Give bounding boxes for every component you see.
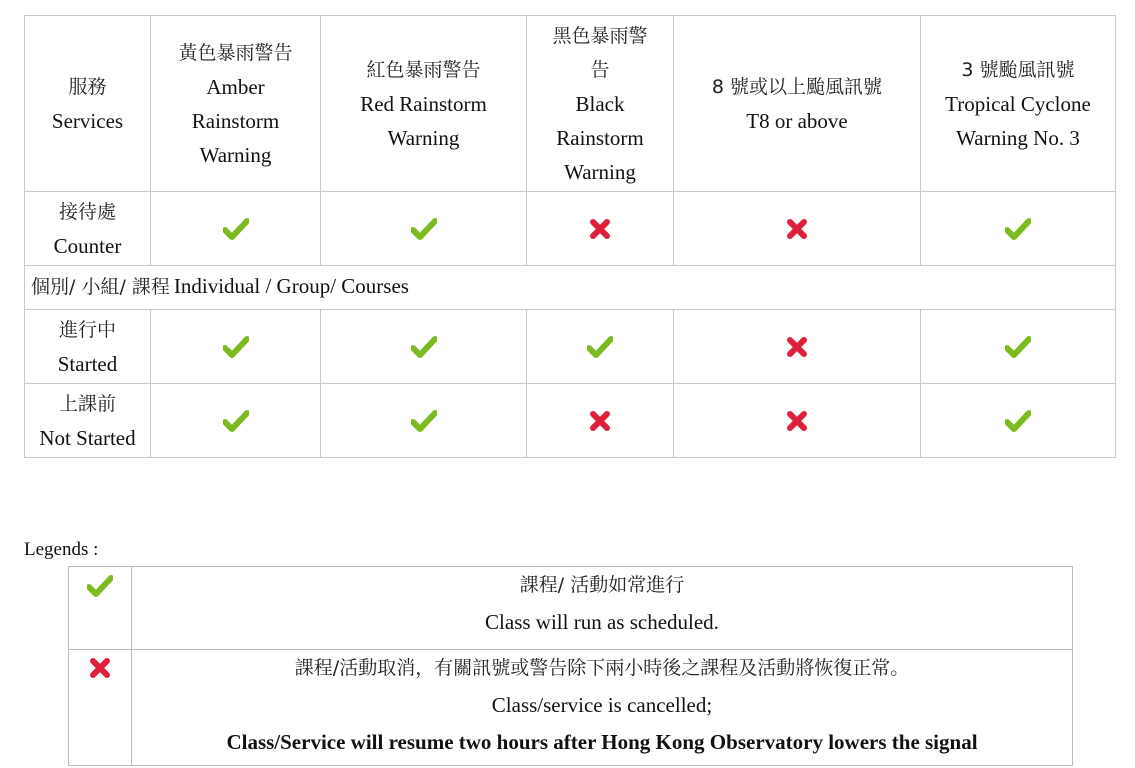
status-cell (921, 192, 1116, 266)
status-cell (527, 192, 674, 266)
section-label-zh: 個別/ 小組/ 課程 (31, 276, 170, 298)
check-icon (223, 218, 249, 240)
status-cell (321, 192, 527, 266)
check-icon (411, 218, 437, 240)
legend-description-check (132, 567, 1073, 650)
status-cell (321, 310, 527, 384)
status-cell (674, 384, 921, 458)
legend-cross-zh: 課程/活動取消，有關訊號或警告除下兩小時後之課程及活動將恢復正常。 (294, 657, 910, 679)
header-red-zh: 紅色暴雨警告 (366, 58, 481, 81)
cross-icon (590, 411, 610, 431)
legend-title: Legends : (24, 539, 99, 560)
row-label-en: Not Started (39, 425, 136, 450)
header-t3-zh: 3 號颱風訊號 (961, 58, 1075, 81)
table-row-started (25, 310, 1116, 384)
header-t8-zh: 8 號或以上颱風訊號 (711, 75, 883, 98)
status-cell (527, 310, 674, 384)
status-cell (674, 192, 921, 266)
row-label-en: Counter (53, 233, 122, 258)
header-t3-signal (921, 16, 1116, 192)
legend-check-zh: 課程/ 活動如常進行 (519, 574, 685, 596)
row-label-started (25, 310, 151, 384)
legend-check-en: Class will run as scheduled. (485, 610, 719, 634)
section-row-courses (25, 266, 1116, 310)
status-cell (151, 384, 321, 458)
header-red-en-1: Red Rainstorm (360, 91, 487, 116)
header-black-zh-1: 黑色暴雨警 (552, 24, 648, 47)
legend-table (68, 566, 1073, 766)
row-label-zh: 進行中 (58, 318, 116, 341)
header-red-en-2: Warning (387, 125, 460, 150)
legend-description-cross (132, 650, 1073, 766)
check-icon (587, 336, 613, 358)
header-amber-en-1: Amber (206, 74, 265, 99)
check-icon (223, 336, 249, 358)
header-t8-or-above (674, 16, 921, 192)
check-icon (223, 410, 249, 432)
header-amber-zh: 黃色暴雨警告 (178, 41, 293, 64)
header-black-en-3: Warning (564, 159, 636, 184)
header-red-rainstorm (321, 16, 527, 192)
status-cell (321, 384, 527, 458)
cross-icon (90, 658, 110, 678)
header-services-zh: 服務 (68, 75, 107, 98)
cross-icon (787, 337, 807, 357)
legend-symbol-cell (69, 567, 132, 650)
check-icon (1005, 336, 1031, 358)
check-icon (1005, 218, 1031, 240)
status-cell (151, 310, 321, 384)
check-icon (87, 575, 113, 597)
legend-cross-en: Class/service is cancelled; (491, 693, 713, 717)
header-t3-en-2: Warning No. 3 (956, 125, 1080, 150)
header-t3-en-1: Tropical Cyclone (945, 91, 1091, 116)
status-cell (674, 310, 921, 384)
row-label-zh: 接待處 (58, 200, 116, 223)
legend-row-cross (69, 650, 1073, 766)
service-status-table (24, 15, 1116, 458)
cross-icon (787, 411, 807, 431)
header-black-rainstorm (527, 16, 674, 192)
table-row-counter (25, 192, 1116, 266)
row-label-en: Started (57, 351, 118, 376)
header-black-en-2: Rainstorm (556, 125, 644, 150)
header-row (25, 16, 1116, 192)
row-label-zh: 上課前 (58, 392, 116, 415)
header-black-en-1: Black (575, 91, 625, 116)
header-amber-en-3: Warning (199, 142, 272, 167)
cross-icon (590, 219, 610, 239)
header-amber-en-2: Rainstorm (191, 108, 280, 133)
section-label-en: Individual / Group/ Courses (173, 274, 409, 298)
status-cell (921, 384, 1116, 458)
header-amber-rainstorm (151, 16, 321, 192)
check-icon (411, 410, 437, 432)
check-icon (411, 336, 437, 358)
legend-cross-en-bold: Class/Service will resume two hours after Hong Kong Observatory lowers the signal (226, 730, 978, 754)
header-t8-en: T8 or above (746, 108, 848, 133)
row-label-counter (25, 192, 151, 266)
cross-icon (787, 219, 807, 239)
legend-row-check (69, 567, 1073, 650)
header-services (25, 16, 151, 192)
status-cell (921, 310, 1116, 384)
section-label-courses (25, 266, 1116, 310)
check-icon (1005, 410, 1031, 432)
row-label-not-started (25, 384, 151, 458)
header-black-zh-2: 告 (590, 58, 610, 81)
status-cell (527, 384, 674, 458)
header-services-en: Services (51, 108, 124, 133)
legend-symbol-cell (69, 650, 132, 766)
table-row-not-started (25, 384, 1116, 458)
status-cell (151, 192, 321, 266)
